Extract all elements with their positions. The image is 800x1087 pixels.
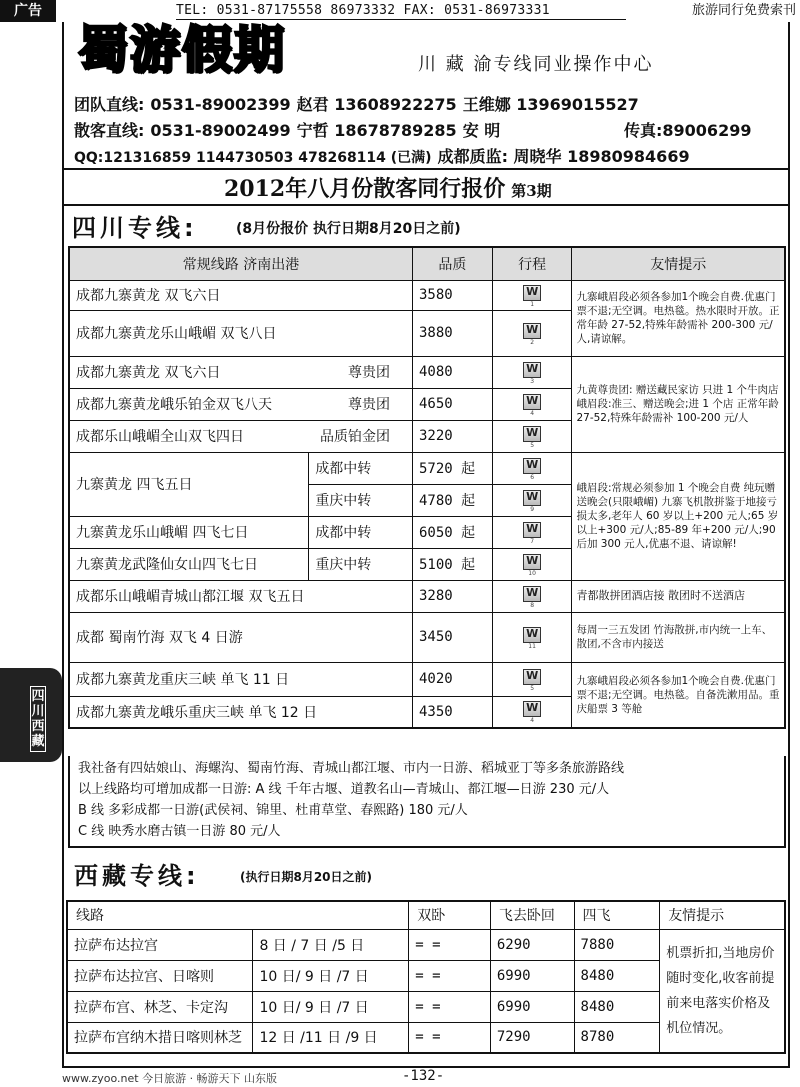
document-icon[interactable]	[523, 323, 541, 339]
route-text: 成都 蜀南竹海 双飞 4 日游	[76, 630, 243, 646]
route-name	[69, 310, 412, 356]
tibet-title: 西藏专线:	[74, 862, 200, 890]
col-four-fly: 四飞	[574, 901, 660, 929]
route-price: 3220	[412, 420, 492, 452]
supervisor: 成都质监: 周晓华 18980984669	[437, 147, 690, 166]
itinerary-number: 5	[530, 684, 535, 692]
qq-numbers: QQ:121316859 1144730503 478268114 (已满)	[74, 150, 432, 166]
route-name	[69, 696, 412, 728]
route-text: 成都九寨黄龙重庆三峡 单飞 11 日	[76, 672, 290, 688]
side-tab-label: 四川西藏	[30, 686, 46, 752]
route-name	[69, 580, 412, 612]
route-name: 九寨黄龙 四飞五日	[69, 452, 309, 516]
route-name	[69, 662, 412, 696]
transfer-city: 重庆中转	[309, 484, 413, 516]
route-name: 拉萨布达拉宫、日喀则	[67, 960, 253, 991]
route-price: 4020	[412, 662, 492, 696]
team-person-2: 王维娜 13969015527	[462, 95, 639, 114]
route-text: 成都九寨黄龙峨乐铂金双飞八天	[76, 397, 272, 413]
qq-line	[74, 144, 696, 167]
document-icon[interactable]	[523, 490, 541, 506]
transfer-city: 重庆中转	[309, 548, 413, 580]
document-icon[interactable]	[523, 426, 541, 442]
tip-cell: 九黄尊贵团: 赠送藏民家访 只进 1 个牛肉店 峨眉段:准三、赠送晚会;进 1 个店 正常年龄 27-52,特殊年龄需补 100-200 元/人	[572, 356, 785, 452]
table-row	[69, 356, 785, 388]
price-four-fly: 8480	[574, 960, 660, 991]
route-name: 拉萨布宫纳木措日喀则林芝	[67, 1022, 253, 1053]
document-icon[interactable]	[523, 669, 541, 685]
itinerary-number: 10	[528, 569, 536, 577]
sichuan-price-table	[68, 246, 786, 729]
col-fly-sleep: 飞去卧回	[490, 901, 574, 929]
price-double: = =	[409, 929, 491, 960]
price-fly-sleep: 6990	[490, 960, 574, 991]
itinerary-link[interactable]	[492, 548, 572, 580]
itinerary-link[interactable]	[492, 612, 572, 662]
route-price: 3280	[412, 580, 492, 612]
col-route: 常规线路 济南出港	[69, 247, 412, 280]
route-text: 成都九寨黄龙 双飞六日	[76, 288, 221, 304]
itinerary-link[interactable]	[492, 696, 572, 728]
col-tips: 友情提示	[660, 901, 785, 929]
route-text: 成都乐山峨嵋青城山都江堰 双飞五日	[76, 589, 305, 605]
route-price: 4080	[412, 356, 492, 388]
itinerary-link[interactable]	[492, 452, 572, 484]
itinerary-number: 1	[530, 300, 535, 308]
document-icon[interactable]	[523, 627, 541, 643]
route-name	[69, 388, 412, 420]
tip-cell: 青都散拼团酒店接 散团时不送酒店	[572, 580, 785, 612]
tip-cell: 九寨峨眉段必须各参加1个晚会自费.优惠门票不退;无空调。电热毯。自备洗漱用品。重庆船票 3 等舱	[572, 662, 785, 728]
indiv-person-2: 安 明	[462, 121, 501, 140]
col-double: 双卧	[409, 901, 491, 929]
tip-cell: 每周一三五发团 竹海散拼,市内统一上车、散团,不含市内接送	[572, 612, 785, 662]
route-name: 九寨黄龙武隆仙女山四飞七日	[69, 548, 309, 580]
top-bar	[0, 0, 800, 22]
document-icon[interactable]	[523, 586, 541, 602]
extra-line: B 线 多彩成都一日游(武侯祠、锦里、杜甫草堂、春熙路) 180 元/人	[78, 803, 468, 818]
price-four-fly: 8480	[574, 991, 660, 1022]
document-icon[interactable]	[523, 701, 541, 717]
itinerary-number: 11	[528, 642, 536, 650]
itinerary-link[interactable]	[492, 662, 572, 696]
route-name	[69, 356, 412, 388]
itinerary-number: 3	[530, 377, 535, 385]
sichuan-note: (8月份报价 执行日期8月20日之前)	[236, 221, 461, 237]
brand-logo: 蜀游假期	[78, 21, 286, 79]
route-price: 4350	[412, 696, 492, 728]
route-price: 6050 起	[412, 516, 492, 548]
route-price: 4650	[412, 388, 492, 420]
divider	[64, 168, 788, 170]
itinerary-number: 6	[530, 473, 535, 481]
team-label: 团队直线:	[74, 95, 145, 114]
col-quality: 品质	[412, 247, 492, 280]
route-price: 4780 起	[412, 484, 492, 516]
route-days: 10 日/ 9 日 /7 日	[253, 991, 409, 1022]
route-price: 5100 起	[412, 548, 492, 580]
table-row	[69, 612, 785, 662]
itinerary-number: 4	[530, 409, 535, 417]
price-four-fly: 8780	[574, 1022, 660, 1053]
tip-cell: 峨眉段:常规必须参加 1 个晚会自费 纯玩赠送晚会(只限峨嵋) 九寨飞机散拼鉴于地接亏损太多,老年人 60 岁以上+200 元人;65 岁以上+300 元/人;85-89 年+200 元/人;90 后加 300 元人,优惠不退、请谅解!	[572, 452, 785, 580]
price-fly-sleep: 6990	[490, 991, 574, 1022]
price-double: = =	[409, 960, 491, 991]
issue-number: 第3期	[511, 182, 552, 200]
document-icon[interactable]	[523, 285, 541, 301]
price-four-fly: 7880	[574, 929, 660, 960]
col-tips: 友情提示	[572, 247, 785, 280]
route-name	[69, 280, 412, 310]
transfer-city: 成都中转	[309, 452, 413, 484]
page-number: -132-	[402, 1068, 445, 1084]
route-text: 成都乐山峨嵋全山双飞四日	[76, 429, 244, 445]
col-itinerary: 行程	[492, 247, 572, 280]
tibet-note: (执行日期8月20日之前)	[240, 870, 373, 884]
extra-line: C 线 映秀水磨古镇一日游 80 元/人	[78, 824, 281, 839]
team-contact-line	[74, 92, 645, 115]
route-name	[69, 612, 412, 662]
extra-line: 我社备有四姑娘山、海螺沟、蜀南竹海、青城山都江堰、市内一日游、稻城亚丁等多条旅游路线	[78, 761, 625, 776]
route-days: 10 日/ 9 日 /7 日	[253, 960, 409, 991]
indiv-phone: 0531-89002499	[150, 121, 291, 140]
title-text: 2012年八月份散客同行报价	[224, 176, 506, 202]
extra-routes	[68, 756, 786, 848]
table-row	[69, 280, 785, 310]
route-days: 12 日 /11 日 /9 日	[253, 1022, 409, 1053]
team-person-1: 赵君 13608922275	[296, 95, 457, 114]
tip-cell: 机票折扣,当地房价随时变化,收客前提前来电落实价格及机位情况。	[660, 929, 785, 1053]
table-header-row	[69, 247, 785, 280]
route-price: 3450	[412, 612, 492, 662]
indiv-person-1: 宁哲 18678789285	[296, 121, 457, 140]
transfer-city: 成都中转	[309, 516, 413, 548]
itinerary-link[interactable]	[492, 516, 572, 548]
route-price: 3880	[412, 310, 492, 356]
indiv-label: 散客直线:	[74, 121, 145, 140]
table-row	[67, 929, 785, 960]
route-price: 3580	[412, 280, 492, 310]
document-icon[interactable]	[523, 362, 541, 378]
section-side-tab	[0, 668, 62, 762]
route-text: 成都九寨黄龙 双飞六日	[76, 365, 221, 381]
tip-cell: 九寨峨眉段必须各参加1个晚会自费.优惠门票不退;无空调。电热毯。热水限时开放。正常年龄 27-52,特殊年龄需补 200-300 元/人,请谅解。	[572, 280, 785, 356]
divider	[64, 204, 788, 206]
route-text: 成都九寨黄龙峨乐重庆三峡 单飞 12 日	[76, 704, 318, 721]
route-name	[69, 420, 412, 452]
route-days: 8 日 / 7 日 /5 日	[253, 929, 409, 960]
itinerary-link[interactable]	[492, 420, 572, 452]
itinerary-number: 5	[530, 441, 535, 449]
table-header-row	[67, 901, 785, 929]
page-title	[224, 172, 552, 203]
itinerary-number: 9	[530, 505, 535, 513]
route-text: 成都九寨黄龙乐山峨嵋 双飞八日	[76, 326, 277, 342]
indiv-contact-line	[74, 118, 506, 141]
itinerary-link[interactable]	[492, 356, 572, 388]
route-name: 九寨黄龙乐山峨嵋 四飞七日	[69, 516, 309, 548]
ad-tag: 广告	[0, 0, 56, 22]
team-phone: 0531-89002399	[150, 95, 291, 114]
extra-line: 以上线路均可增加成都一日游: A 线 千年古堰、道教名山—青城山、都江堰—日游 230 元/人	[78, 782, 610, 797]
brand-subtitle: 川 藏 渝专线同业操作中心	[418, 54, 654, 75]
itinerary-number: 7	[530, 537, 535, 545]
document-icon[interactable]	[523, 522, 541, 538]
col-route: 线路	[67, 901, 409, 929]
document-icon[interactable]	[523, 554, 541, 570]
itinerary-link[interactable]	[492, 484, 572, 516]
itinerary-link[interactable]	[492, 280, 572, 310]
document-icon[interactable]	[523, 458, 541, 474]
itinerary-number: 2	[530, 338, 535, 346]
price-double: = =	[409, 991, 491, 1022]
tibet-price-table	[66, 900, 786, 1054]
table-row	[69, 662, 785, 696]
document-icon[interactable]	[523, 394, 541, 410]
route-name: 拉萨布达拉宫	[67, 929, 253, 960]
route-name: 拉萨布宫、林芝、卡定沟	[67, 991, 253, 1022]
footer-site: www.zyoo.net 今日旅游 · 畅游天下 山东版	[62, 1072, 278, 1085]
price-double: = =	[409, 1022, 491, 1053]
itinerary-link[interactable]	[492, 310, 572, 356]
route-price: 5720 起	[412, 452, 492, 484]
itinerary-number: 8	[530, 601, 535, 609]
price-fly-sleep: 7290	[490, 1022, 574, 1053]
itinerary-number: 4	[530, 717, 535, 725]
route-tag: 尊贵团	[347, 397, 390, 413]
price-fly-sleep: 6290	[490, 929, 574, 960]
table-row	[69, 580, 785, 612]
sichuan-title: 四川专线:	[72, 214, 198, 242]
itinerary-link[interactable]	[492, 580, 572, 612]
route-tag: 品质铂金团	[319, 429, 390, 445]
table-row	[69, 452, 785, 484]
itinerary-link[interactable]	[492, 388, 572, 420]
route-tag: 尊贵团	[347, 365, 390, 381]
index-label: 旅游同行免费索刊	[691, 3, 796, 18]
header-contact: TEL: 0531-87175558 86973332 FAX: 0531-86973331	[176, 2, 626, 20]
fax-line: 传真:89006299	[624, 121, 752, 140]
